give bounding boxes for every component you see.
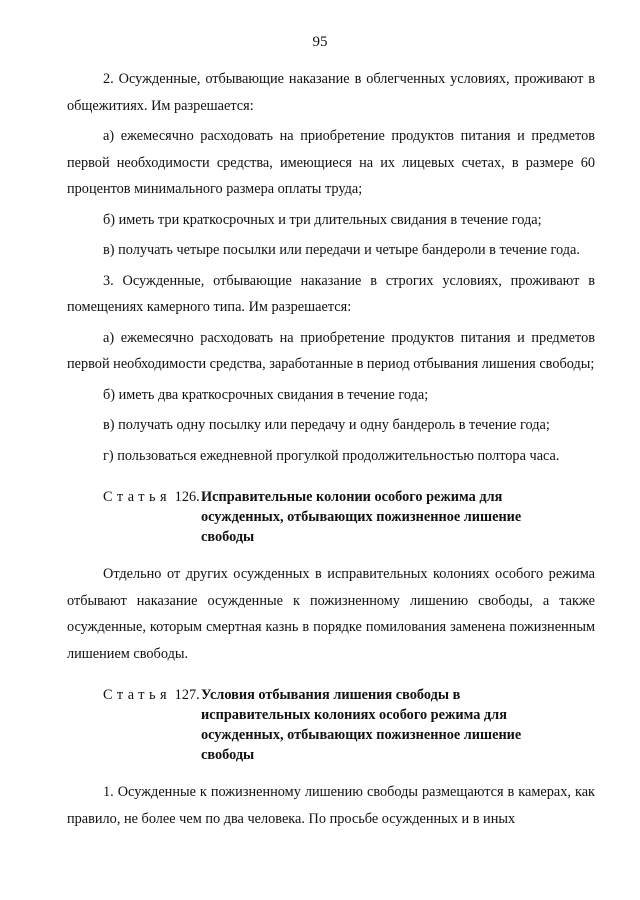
article-number: 126. [174,489,200,505]
article-word: Статья [103,687,172,703]
paragraph-2-lightened-conditions: 2. Осужденные, отбывающие наказание в облегченных условиях, проживают в общежитиях. Им разрешается: [67,71,595,114]
article-number: 127. [174,687,200,703]
page-content [67,66,595,832]
article-127-label [67,685,201,765]
article-126-label [67,487,201,547]
list-item-v-parcels: в) получать четыре посылки или передачи и четыре бандероли в течение года. [103,242,580,258]
list-item-a-monthly-spending-strict: а) ежемесячно расходовать на приобретение продуктов питания и предметов первой необходимости средства, заработанные в период отбывания лишения свободы; [67,329,595,372]
article-126-title: Исправительные колонии особого режима для осужденных, отбывающих пожизненное лишение свободы [201,489,522,545]
list-item-b-visits-strict: б) иметь два краткосрочных свидания в течение года; [103,386,429,403]
article-word: Статья [103,489,172,505]
paragraph-3-strict-conditions: 3. Осужденные, отбывающие наказание в строгих условиях, проживают в помещениях камерного типа. Им разрешается: [67,272,595,315]
list-item-v-parcels-strict: в) получать одну посылку или передачу и одну бандероль в течение года; [103,417,550,433]
article-127-heading [67,685,595,765]
list-item-a-monthly-spending: а) ежемесячно расходовать на приобретение продуктов питания и предметов первой необходимости средства, имеющиеся на их лицевых счетах, в размере 60 процентов минимального размера оплаты труда; [67,128,595,197]
article-127-title: Условия отбывания лишения свободы в исправительных колониях особого режима для осужденных, отбывающих пожизненное лишение свободы [201,687,522,763]
list-item-b-visits: б) иметь три краткосрочных и три длительных свидания в течение года; [103,211,542,228]
article-126-body: Отдельно от других осужденных в исправительных колониях особого режима отбывают наказание осужденные к пожизненному лишению свободы, а также осужденные, которым смертная казнь в порядке помилования заменена пожизненным лишением свободы. [67,566,595,662]
article-127-paragraph-1: 1. Осужденные к пожизненному лишению свободы размещаются в камерах, как правило, не более чем по два человека. По просьбе осужденных и в иных [67,784,595,827]
article-126-heading [67,487,595,547]
page-number: 95 [312,34,328,50]
list-item-g-walk: г) пользоваться ежедневной прогулкой продолжительностью полтора часа. [103,447,560,464]
